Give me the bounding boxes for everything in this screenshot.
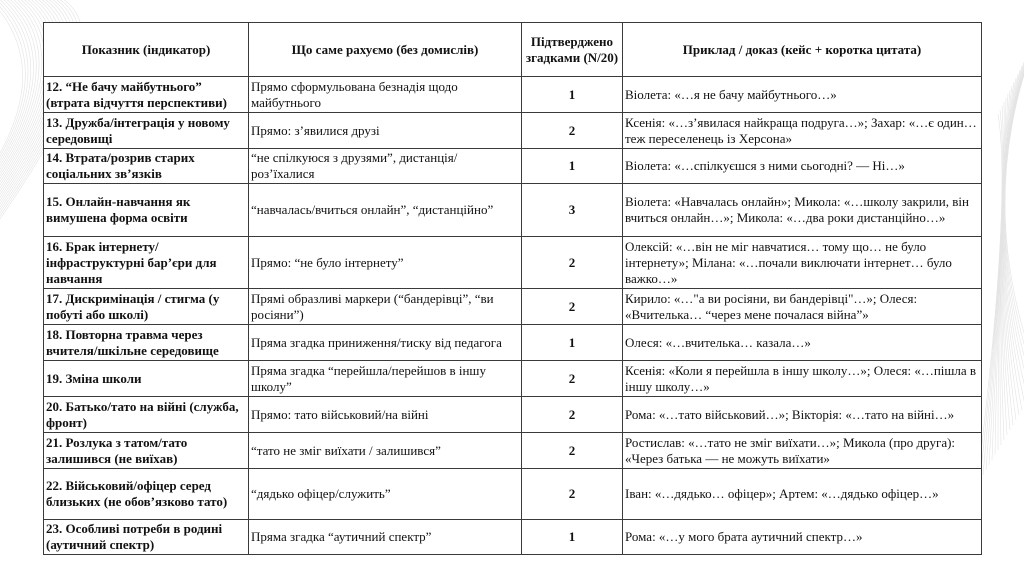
criterion-cell: “дядько офіцер/служить”: [249, 469, 522, 520]
decorative-wave-line: [1001, 78, 1016, 440]
indicator-cell: 22. Військовий/офіцер серед близьких (не обов’язково тато): [44, 469, 249, 520]
evidence-cell: Віолета: «Навчалась онлайн»; Микола: «…школу закрили, він вчиться онлайн…»; Микола: «…два роки дистанційно…»: [623, 184, 982, 237]
decorative-wave-line: [1003, 58, 1024, 415]
table-row: [44, 77, 982, 113]
table-header-row: [44, 23, 982, 77]
decorative-wave-line: [1005, 30, 1024, 380]
decorative-wave-line: [1003, 62, 1024, 420]
decorative-wave-line: [1002, 66, 1022, 425]
table-row: [44, 149, 982, 184]
count-cell: 2: [522, 361, 623, 397]
count-cell: 2: [522, 237, 623, 289]
criterion-cell: Прямо сформульована безнадія щодо майбутнього: [249, 77, 522, 113]
decorative-wave-line: [0, 0, 42, 191]
decorative-wave-line: [0, 0, 36, 185]
decorative-wave-line: [1003, 54, 1024, 410]
decorative-wave-line: [1005, 34, 1024, 385]
count-cell: 1: [522, 520, 623, 555]
criterion-cell: Пряма згадка “перейшла/перейшов в іншу школу”: [249, 361, 522, 397]
criterion-cell: “не спілкуюся з друзями”, дистанція/роз’їхалися: [249, 149, 522, 184]
evidence-cell: Віолета: «…спілкуєшся з ними сьогодні? — Ні…»: [623, 149, 982, 184]
decorative-wave-line: [983, 106, 1003, 475]
evidence-cell: Іван: «…дядько… офіцер»; Артем: «…дядько офіцер…»: [623, 469, 982, 520]
evidence-cell: Кирило: «…"а ви росіяни, ви бандерівці"…»; Олеся: «Вчителька… “через мене почалася війна”»: [623, 289, 982, 325]
criterion-cell: Прямо: тато військовий/на війні: [249, 397, 522, 433]
header-evidence: Приклад / доказ (кейс + коротка цитата): [623, 23, 982, 77]
decorative-wave-line: [1004, 38, 1024, 390]
decorative-wave-line: [0, 0, 31, 179]
indicator-cell: 17. Дискримінація / стигма (у побуті або школі): [44, 289, 249, 325]
indicator-cell: 16. Брак інтернету/інфраструктурні бар’єри для навчання: [44, 237, 249, 289]
indicator-cell: 18. Повторна травма через вчителя/шкільне середовище: [44, 325, 249, 361]
table-row: [44, 325, 982, 361]
table-row: [44, 469, 982, 520]
evidence-cell: Олеся: «…вчителька… казала…»: [623, 325, 982, 361]
criterion-cell: Пряма згадка приниження/тиску від педагога: [249, 325, 522, 361]
table-row: [44, 237, 982, 289]
table-row: [44, 361, 982, 397]
decorative-wave-line: [1000, 82, 1014, 445]
decorative-wave-line: [0, 0, 23, 170]
evidence-cell: Рома: «…у мого брата аутичний спектр…»: [623, 520, 982, 555]
count-cell: 2: [522, 469, 623, 520]
criterion-cell: “навчалась/вчиться онлайн”, “дистанційно”: [249, 184, 522, 237]
header-count: Підтверджено згадками (N/20): [522, 23, 623, 77]
count-cell: 3: [522, 184, 623, 237]
decorative-wave-line: [986, 102, 1004, 470]
count-cell: 1: [522, 325, 623, 361]
indicator-cell: 15. Онлайн-навчання як вимушена форма освіти: [44, 184, 249, 237]
decorative-wave-line: [1002, 74, 1018, 435]
decorative-wave-line: [1004, 46, 1024, 400]
table-row: [44, 520, 982, 555]
criterion-cell: “тато не зміг виїхати / залишився”: [249, 433, 522, 469]
decorative-wave-line: [0, 0, 34, 182]
evidence-cell: Ксенія: «…з’явилася найкраща подруга…»; Захар: «…є один… теж переселенець із Херсона»: [623, 113, 982, 149]
decorative-wave-line: [980, 110, 1003, 480]
indicator-cell: 21. Розлука з татом/тато залишився (не виїхав): [44, 433, 249, 469]
decorative-wave-line: [995, 90, 1010, 455]
indicator-cell: 23. Особливі потреби в родині (аутичний спектр): [44, 520, 249, 555]
evidence-cell: Ростислав: «…тато не зміг виїхати…»; Микола (про друга): «Через батька — не можуть виїхати»: [623, 433, 982, 469]
header-criterion: Що саме рахуємо (без домислів): [249, 23, 522, 77]
table-row: [44, 289, 982, 325]
evidence-cell: Віолета: «…я не бачу майбутнього…»: [623, 77, 982, 113]
decorative-wave-line: [0, 0, 45, 194]
header-indicator: Показник (індикатор): [44, 23, 249, 77]
decorative-wave-line: [0, 0, 39, 188]
decorative-wave-line: [1004, 42, 1024, 395]
indicator-cell: 20. Батько/тато на війні (служба, фронт): [44, 397, 249, 433]
count-cell: 2: [522, 113, 623, 149]
indicators-table: [43, 22, 982, 555]
evidence-cell: Олексій: «…він не міг навчатися… тому що… не було інтернету»; Мілана: «…почали виключати інтернет… було важко…»: [623, 237, 982, 289]
decorative-wave-line: [992, 94, 1008, 460]
criterion-cell: Прямо: “не було інтернету”: [249, 237, 522, 289]
indicator-cell: 14. Втрата/розрив старих соціальних зв’язків: [44, 149, 249, 184]
criterion-cell: Пряма згадка “аутичний спектр”: [249, 520, 522, 555]
table-row: [44, 397, 982, 433]
count-cell: 1: [522, 77, 623, 113]
count-cell: 2: [522, 397, 623, 433]
table-row: [44, 113, 982, 149]
decorative-wave-line: [998, 86, 1012, 450]
evidence-cell: Рома: «…тато військовий…»; Вікторія: «…тато на війні…»: [623, 397, 982, 433]
evidence-cell: Ксенія: «Коли я перейшла в іншу школу…»; Олеся: «…пішла в іншу школу…»: [623, 361, 982, 397]
indicator-cell: 19. Зміна школи: [44, 361, 249, 397]
decorative-wave-line: [0, 0, 25, 173]
criterion-cell: Прямі образливі маркери (“бандерівці”, “ви росіяни”): [249, 289, 522, 325]
decorative-wave-line: [0, 0, 48, 197]
decorative-wave-line: [1004, 50, 1024, 405]
indicator-cell: 12. “Не бачу майбутнього” (втрата відчуття перспективи): [44, 77, 249, 113]
decorative-wave-line: [1002, 70, 1020, 430]
count-cell: 2: [522, 433, 623, 469]
decorative-wave-line: [989, 98, 1006, 465]
count-cell: 2: [522, 289, 623, 325]
table-row: [44, 184, 982, 237]
decorative-wave-line: [0, 0, 28, 176]
count-cell: 1: [522, 149, 623, 184]
criterion-cell: Прямо: з’явилися друзі: [249, 113, 522, 149]
table-row: [44, 433, 982, 469]
indicator-cell: 13. Дружба/інтеграція у новому середовищі: [44, 113, 249, 149]
